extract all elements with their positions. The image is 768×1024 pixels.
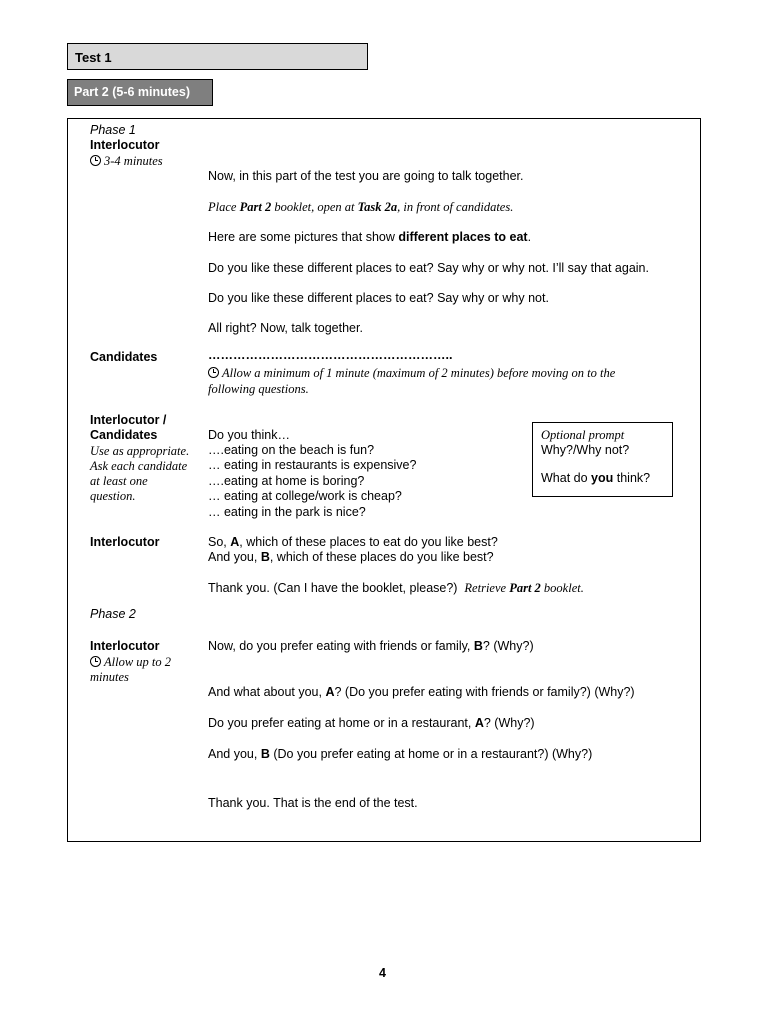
phase2-end-line: Thank you. That is the end of the test. bbox=[208, 796, 418, 810]
list-item: ….eating on the beach is fun? bbox=[208, 443, 375, 457]
phase2-timing-line2: minutes bbox=[90, 670, 129, 684]
interlocutor2-question-2: And you, B, which of these places do you like best? bbox=[208, 550, 494, 564]
ic-label-line1: Interlocutor / bbox=[90, 413, 167, 427]
allow-note-line2: following questions. bbox=[208, 382, 309, 396]
ic-note-line4: question. bbox=[90, 489, 136, 503]
candidates-label: Candidates bbox=[90, 350, 158, 364]
phase2-timing-line1: Allow up to 2 bbox=[90, 655, 171, 670]
optional-prompt-line2: What do you think? bbox=[541, 471, 651, 485]
phase1-intro-line: Now, in this part of the test you are going to talk together. bbox=[208, 169, 524, 183]
interlocutor2-thanks: Thank you. (Can I have the booklet, please?) Retrieve Part 2 booklet. bbox=[208, 581, 584, 595]
clock-icon bbox=[90, 155, 101, 166]
allow-note-line1: Allow a minimum of 1 minute (maximum of 2 minutes) before moving on to the bbox=[208, 366, 615, 381]
phase1-question-2: Do you like these different places to eat? Say why or why not. bbox=[208, 291, 549, 305]
list-item: ….eating at home is boring? bbox=[208, 474, 365, 488]
phase1-interlocutor-label: Interlocutor bbox=[90, 138, 160, 152]
optional-prompt-box bbox=[532, 422, 673, 497]
phase1-timing: 3-4 minutes bbox=[90, 154, 163, 169]
test-title-box bbox=[67, 43, 368, 70]
part-title-box bbox=[67, 79, 213, 106]
optional-prompt-line1: Why?/Why not? bbox=[541, 443, 630, 457]
phase2-question-2: And what about you, A? (Do you prefer eating with friends or family?) (Why?) bbox=[208, 685, 635, 699]
optional-prompt-title: Optional prompt bbox=[541, 428, 625, 442]
ic-note-line2: Ask each candidate bbox=[90, 459, 188, 473]
ic-note-line1: Use as appropriate. bbox=[90, 444, 190, 458]
ic-note-line3: at least one bbox=[90, 474, 148, 488]
list-item: … eating in the park is nice? bbox=[208, 505, 366, 519]
phase2-question-1: Now, do you prefer eating with friends or family, B? (Why?) bbox=[208, 639, 534, 653]
clock-icon bbox=[90, 656, 101, 667]
phase1-question-3: All right? Now, talk together. bbox=[208, 321, 363, 335]
list-item: … eating in restaurants is expensive? bbox=[208, 458, 417, 472]
phase1-question-1: Do you like these different places to eat? Say why or why not. I’ll say that again. bbox=[208, 261, 649, 275]
clock-icon bbox=[208, 367, 219, 378]
candidates-dots: ………………………………………………….. bbox=[208, 348, 453, 362]
page-number: 4 bbox=[379, 966, 386, 980]
phase1-pictures-line: Here are some pictures that show different places to eat. bbox=[208, 230, 532, 244]
phase2-question-3: Do you prefer eating at home or in a restaurant, A? (Why?) bbox=[208, 716, 535, 730]
test-title: Test 1 bbox=[75, 50, 112, 65]
phase2-interlocutor-label: Interlocutor bbox=[90, 639, 160, 653]
part-title: Part 2 (5-6 minutes) bbox=[74, 85, 191, 99]
ic-label-line2: Candidates bbox=[90, 428, 158, 442]
interlocutor2-label: Interlocutor bbox=[90, 535, 160, 549]
interlocutor2-question-1: So, A, which of these places to eat do you like best? bbox=[208, 535, 498, 549]
do-you-think: Do you think… bbox=[208, 428, 290, 442]
list-item: … eating at college/work is cheap? bbox=[208, 489, 402, 503]
phase2-question-4: And you, B (Do you prefer eating at home or in a restaurant?) (Why?) bbox=[208, 747, 593, 761]
phase2-title: Phase 2 bbox=[90, 607, 136, 621]
phase1-instruction: Place Part 2 booklet, open at Task 2a, in front of candidates. bbox=[208, 200, 514, 214]
phase1-title: Phase 1 bbox=[90, 123, 136, 137]
